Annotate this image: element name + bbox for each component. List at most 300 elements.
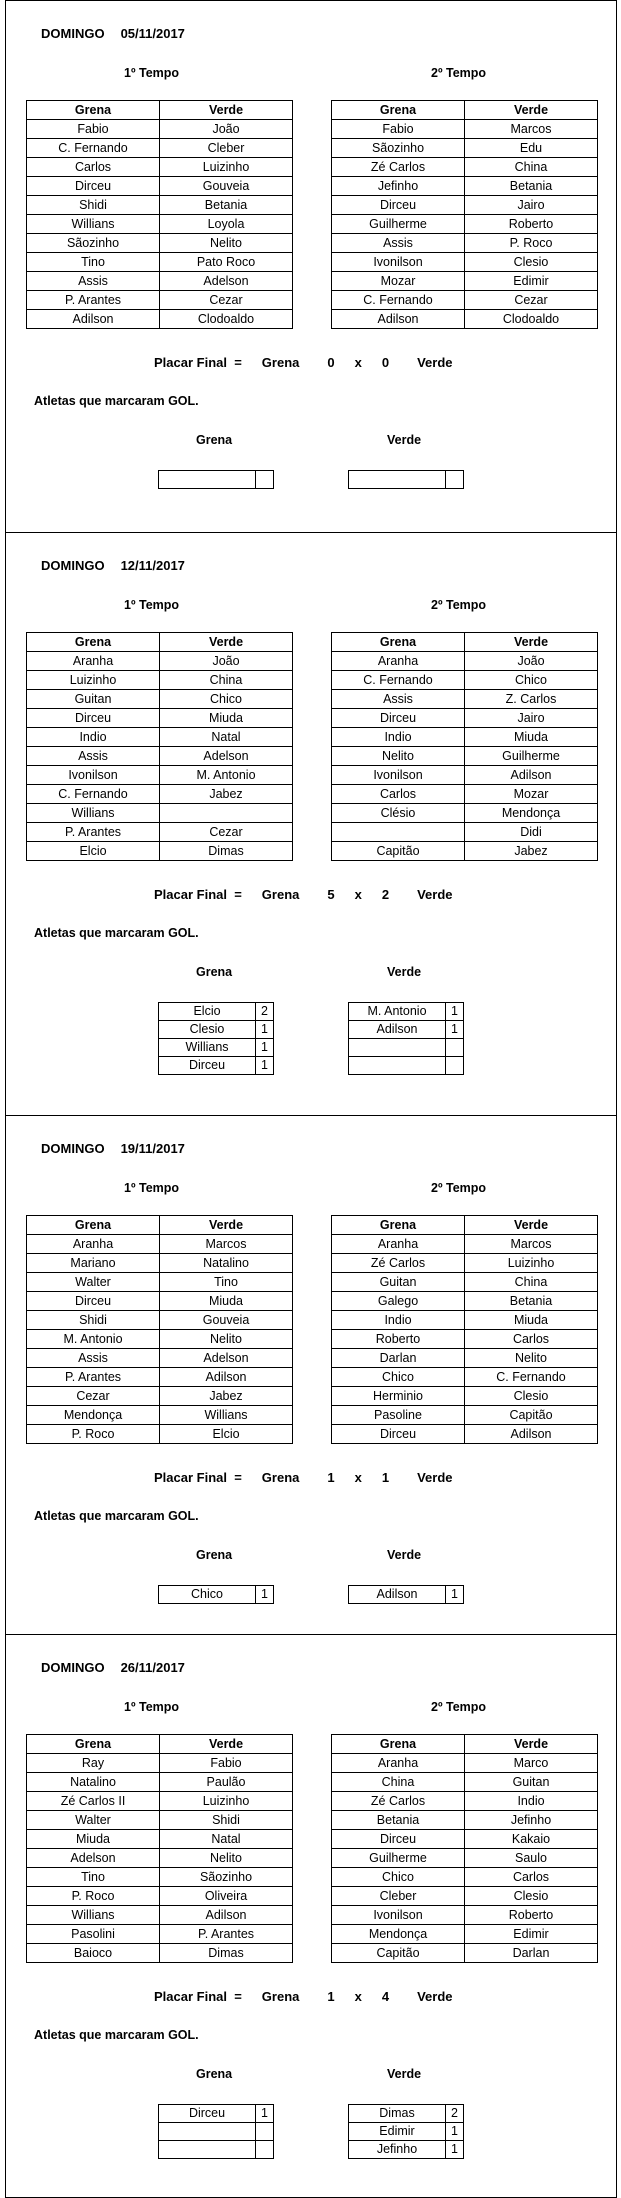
verde-player: P. Arantes xyxy=(160,1925,293,1944)
grena-player: M. Antonio xyxy=(27,1330,160,1349)
verde-player: Dimas xyxy=(160,1944,293,1963)
grena-player: P. Roco xyxy=(27,1425,160,1444)
lineup-row xyxy=(332,1387,598,1406)
verde-player: Jairo xyxy=(465,709,598,728)
lineup-row xyxy=(332,1773,598,1792)
lineup-row xyxy=(27,196,293,215)
scorer-goals: 1 xyxy=(256,1057,274,1075)
verde-player: Chico xyxy=(465,671,598,690)
verde-player: Nelito xyxy=(465,1349,598,1368)
lineup-row xyxy=(27,785,293,804)
verde-player: Miuda xyxy=(160,709,293,728)
lineup-row xyxy=(332,1368,598,1387)
final-score-team-a: Grena xyxy=(261,1989,300,2004)
grena-player: Aranha xyxy=(27,1235,160,1254)
grena-player: Fabio xyxy=(332,120,465,139)
lineup-row xyxy=(27,1368,293,1387)
lineup-header-row xyxy=(27,1735,293,1754)
scorer-row xyxy=(349,2141,464,2159)
scorer-row xyxy=(159,2105,274,2123)
lineup-row xyxy=(27,1387,293,1406)
grena-scorers-table xyxy=(158,470,274,489)
lineup-row xyxy=(27,1754,293,1773)
scorer-row xyxy=(159,1057,274,1075)
final-score-b: 4 xyxy=(381,1989,390,2004)
grena-player: Nelito xyxy=(332,747,465,766)
verde-player: Adilson xyxy=(160,1368,293,1387)
match-sheet xyxy=(5,0,617,2198)
grena-player: Carlos xyxy=(27,158,160,177)
scorer-row xyxy=(159,2141,274,2159)
verde-player: Marcos xyxy=(465,1235,598,1254)
grena-player: Willians xyxy=(27,1906,160,1925)
lineup-row xyxy=(27,1292,293,1311)
scorer-goals: 1 xyxy=(446,2123,464,2141)
verde-player: Cezar xyxy=(160,291,293,310)
match-date-value: 05/11/2017 xyxy=(120,26,185,41)
verde-player: Indio xyxy=(465,1792,598,1811)
second-half-lineup-table xyxy=(331,1734,598,1963)
grena-player: Luizinho xyxy=(27,671,160,690)
verde-player: Elcio xyxy=(160,1425,293,1444)
verde-player: Adilson xyxy=(465,1425,598,1444)
verde-player: João xyxy=(465,652,598,671)
verde-player: Adelson xyxy=(160,747,293,766)
grena-player: Dirceu xyxy=(27,709,160,728)
lineup-row xyxy=(27,1254,293,1273)
lineup-row xyxy=(27,804,293,823)
team-verde-header: Verde xyxy=(160,101,293,120)
verde-player: P. Roco xyxy=(465,234,598,253)
lineup-header-row xyxy=(332,101,598,120)
scorer-row xyxy=(349,1003,464,1021)
grena-player: Assis xyxy=(27,1349,160,1368)
grena-player: Willians xyxy=(27,215,160,234)
verde-player: Clesio xyxy=(465,1387,598,1406)
team-verde-header: Verde xyxy=(465,1216,598,1235)
team-verde-header: Verde xyxy=(160,1735,293,1754)
verde-player: Willians xyxy=(160,1406,293,1425)
lineup-row xyxy=(332,1906,598,1925)
grena-player: Guitan xyxy=(27,690,160,709)
verde-player: Adilson xyxy=(465,766,598,785)
grena-player: Mozar xyxy=(332,272,465,291)
grena-player xyxy=(332,823,465,842)
scorer-name: Adilson xyxy=(349,1586,446,1604)
verde-player: Miuda xyxy=(465,1311,598,1330)
verde-player: Tino xyxy=(160,1273,293,1292)
lineup-row xyxy=(27,1811,293,1830)
verde-player: Saulo xyxy=(465,1849,598,1868)
lineup-row xyxy=(332,1311,598,1330)
match-section xyxy=(5,532,617,1116)
scorer-goals xyxy=(446,471,464,489)
verde-player: Pato Roco xyxy=(160,253,293,272)
verde-player: Edimir xyxy=(465,272,598,291)
scorers-verde-heading: Verde xyxy=(387,433,422,447)
match-day: DOMINGO xyxy=(41,1660,105,1675)
team-verde-header: Verde xyxy=(160,633,293,652)
lineup-row xyxy=(27,1330,293,1349)
final-score-team-b: Verde xyxy=(417,1470,453,1485)
lineup-row xyxy=(27,1311,293,1330)
scorer-row xyxy=(159,2123,274,2141)
scorer-name: Edimir xyxy=(349,2123,446,2141)
verde-player: Roberto xyxy=(465,1906,598,1925)
lineup-row xyxy=(332,747,598,766)
grena-player: Ivonilson xyxy=(27,766,160,785)
team-grena-header: Grena xyxy=(27,101,160,120)
scorer-name: Dimas xyxy=(349,2105,446,2123)
lineup-row xyxy=(332,671,598,690)
grena-player: Ivonilson xyxy=(332,253,465,272)
goal-scorers-heading: Atletas que marcaram GOL. xyxy=(34,926,199,940)
verde-player: Carlos xyxy=(465,1330,598,1349)
lineup-row xyxy=(27,747,293,766)
first-half-lineup-table xyxy=(26,100,293,329)
verde-player xyxy=(160,804,293,823)
lineup-row xyxy=(332,1406,598,1425)
lineup-row xyxy=(332,785,598,804)
second-half-lineup-table xyxy=(331,632,598,861)
final-score-b: 1 xyxy=(381,1470,390,1485)
lineup-row xyxy=(332,1349,598,1368)
grena-player: Betania xyxy=(332,1811,465,1830)
lineup-row xyxy=(332,310,598,329)
lineup-row xyxy=(27,728,293,747)
verde-scorers-table xyxy=(348,470,464,489)
scorer-goals: 1 xyxy=(256,1586,274,1604)
grena-player: Guilherme xyxy=(332,215,465,234)
verde-player: Clodoaldo xyxy=(465,310,598,329)
final-score-x: x xyxy=(354,355,362,370)
grena-player: Aranha xyxy=(332,652,465,671)
grena-player: Dirceu xyxy=(332,196,465,215)
scorer-row xyxy=(159,1021,274,1039)
first-half-heading: 1º Tempo xyxy=(124,598,180,612)
scorer-name xyxy=(159,471,256,489)
final-score-label: Placar Final = xyxy=(154,1470,242,1485)
lineup-header-row xyxy=(27,1216,293,1235)
match-date xyxy=(41,26,185,41)
scorer-row xyxy=(349,1039,464,1057)
final-score-b: 0 xyxy=(381,355,390,370)
scorer-name: Willians xyxy=(159,1039,256,1057)
grena-player: C. Fernando xyxy=(332,291,465,310)
verde-player: Luizinho xyxy=(160,158,293,177)
team-grena-header: Grena xyxy=(27,633,160,652)
lineup-row xyxy=(27,1906,293,1925)
match-section xyxy=(5,0,617,533)
grena-player: China xyxy=(332,1773,465,1792)
lineup-row xyxy=(27,310,293,329)
verde-player: Marcos xyxy=(160,1235,293,1254)
verde-player: João xyxy=(160,120,293,139)
verde-player: Cleber xyxy=(160,139,293,158)
grena-player: Dirceu xyxy=(332,709,465,728)
verde-player: Nelito xyxy=(160,1849,293,1868)
grena-player: Fabio xyxy=(27,120,160,139)
scorer-name: Clesio xyxy=(159,1021,256,1039)
verde-player: Betania xyxy=(160,196,293,215)
verde-player: Oliveira xyxy=(160,1887,293,1906)
second-half-heading: 2º Tempo xyxy=(431,1700,487,1714)
scorer-name xyxy=(159,2123,256,2141)
scorer-row xyxy=(159,1586,274,1604)
scorer-name: Dirceu xyxy=(159,1057,256,1075)
verde-player: Dimas xyxy=(160,842,293,861)
scorers-grena-heading: Grena xyxy=(196,965,233,979)
team-verde-header: Verde xyxy=(160,1216,293,1235)
verde-player: Miuda xyxy=(465,728,598,747)
goal-scorers-heading: Atletas que marcaram GOL. xyxy=(34,2028,199,2042)
verde-player: Marco xyxy=(465,1754,598,1773)
grena-player: P. Arantes xyxy=(27,1368,160,1387)
scorer-row xyxy=(159,1039,274,1057)
scorer-goals: 1 xyxy=(256,1039,274,1057)
second-half-heading: 2º Tempo xyxy=(431,66,487,80)
grena-player: Aranha xyxy=(332,1754,465,1773)
verde-player: Adilson xyxy=(160,1906,293,1925)
grena-player: Assis xyxy=(27,272,160,291)
grena-scorers-table xyxy=(158,2104,274,2159)
grena-player: Jefinho xyxy=(332,177,465,196)
grena-player: C. Fernando xyxy=(27,139,160,158)
grena-player: Ray xyxy=(27,1754,160,1773)
grena-player: Sãozinho xyxy=(332,139,465,158)
verde-player: Guilherme xyxy=(465,747,598,766)
match-section xyxy=(5,1634,617,2198)
verde-player: Betania xyxy=(465,177,598,196)
verde-player: Z. Carlos xyxy=(465,690,598,709)
scorer-name: Jefinho xyxy=(349,2141,446,2159)
lineup-row xyxy=(332,823,598,842)
lineup-row xyxy=(332,690,598,709)
grena-player: Mendonça xyxy=(27,1406,160,1425)
lineup-row xyxy=(332,1330,598,1349)
goal-scorers-heading: Atletas que marcaram GOL. xyxy=(34,1509,199,1523)
grena-player: Assis xyxy=(27,747,160,766)
scorer-name xyxy=(349,1057,446,1075)
scorer-name: Adilson xyxy=(349,1021,446,1039)
verde-player: Edu xyxy=(465,139,598,158)
scorer-row xyxy=(349,2105,464,2123)
lineup-row xyxy=(27,1887,293,1906)
lineup-row xyxy=(332,1754,598,1773)
grena-player: Assis xyxy=(332,690,465,709)
first-half-lineup-table xyxy=(26,632,293,861)
match-date-value: 12/11/2017 xyxy=(120,558,185,573)
grena-player: Clésio xyxy=(332,804,465,823)
scorer-row xyxy=(349,2123,464,2141)
match-date-value: 26/11/2017 xyxy=(120,1660,185,1675)
lineup-row xyxy=(27,291,293,310)
lineup-header-row xyxy=(332,1735,598,1754)
final-score-line xyxy=(154,1989,453,2004)
final-score-b: 2 xyxy=(381,887,390,902)
lineup-row xyxy=(332,215,598,234)
grena-player: Galego xyxy=(332,1292,465,1311)
team-verde-header: Verde xyxy=(465,101,598,120)
verde-player: China xyxy=(465,158,598,177)
lineup-row xyxy=(27,1349,293,1368)
scorer-goals: 1 xyxy=(446,1003,464,1021)
final-score-x: x xyxy=(354,1470,362,1485)
final-score-line xyxy=(154,887,453,902)
lineup-row xyxy=(332,1425,598,1444)
scorers-grena-heading: Grena xyxy=(196,433,233,447)
verde-player: Jabez xyxy=(465,842,598,861)
scorer-goals xyxy=(256,2141,274,2159)
scorers-verde-heading: Verde xyxy=(387,965,422,979)
scorer-goals: 2 xyxy=(256,1003,274,1021)
verde-player: Jairo xyxy=(465,196,598,215)
grena-player: Capitão xyxy=(332,1944,465,1963)
grena-player: Cezar xyxy=(27,1387,160,1406)
scorer-goals: 1 xyxy=(446,2141,464,2159)
scorer-goals xyxy=(446,1057,464,1075)
team-grena-header: Grena xyxy=(332,633,465,652)
verde-player: Adelson xyxy=(160,272,293,291)
final-score-a: 1 xyxy=(327,1470,335,1485)
lineup-row xyxy=(332,158,598,177)
lineup-row xyxy=(332,196,598,215)
grena-player: Tino xyxy=(27,253,160,272)
lineup-row xyxy=(27,1944,293,1963)
grena-player: Miuda xyxy=(27,1830,160,1849)
scorer-goals: 1 xyxy=(256,2105,274,2123)
grena-scorers-table xyxy=(158,1002,274,1075)
grena-player: C. Fernando xyxy=(27,785,160,804)
verde-player: Shidi xyxy=(160,1811,293,1830)
match-date xyxy=(41,558,185,573)
lineup-row xyxy=(332,1792,598,1811)
grena-player: Zé Carlos xyxy=(332,1254,465,1273)
lineup-row xyxy=(27,690,293,709)
first-half-heading: 1º Tempo xyxy=(124,1700,180,1714)
second-half-heading: 2º Tempo xyxy=(431,1181,487,1195)
lineup-row xyxy=(27,1792,293,1811)
final-score-a: 5 xyxy=(327,887,335,902)
grena-player: Zé Carlos xyxy=(332,158,465,177)
grena-player: Chico xyxy=(332,1868,465,1887)
lineup-row xyxy=(27,1235,293,1254)
lineup-row xyxy=(332,652,598,671)
grena-player: Dirceu xyxy=(27,177,160,196)
verde-player: Carlos xyxy=(465,1868,598,1887)
grena-player: Ivonilson xyxy=(332,766,465,785)
lineup-row xyxy=(332,842,598,861)
grena-player: P. Roco xyxy=(27,1887,160,1906)
lineup-row xyxy=(27,158,293,177)
lineup-row xyxy=(332,291,598,310)
lineup-row xyxy=(332,1811,598,1830)
grena-player: Cleber xyxy=(332,1887,465,1906)
verde-player: Didi xyxy=(465,823,598,842)
grena-player: Darlan xyxy=(332,1349,465,1368)
lineup-row xyxy=(27,139,293,158)
grena-player: C. Fernando xyxy=(332,671,465,690)
grena-player: Adelson xyxy=(27,1849,160,1868)
team-grena-header: Grena xyxy=(332,1735,465,1754)
first-half-lineup-table xyxy=(26,1215,293,1444)
scorer-row xyxy=(349,1586,464,1604)
scorer-name xyxy=(159,2141,256,2159)
grena-player: Pasoline xyxy=(332,1406,465,1425)
second-half-lineup-table xyxy=(331,1215,598,1444)
lineup-row xyxy=(27,1830,293,1849)
grena-player: Walter xyxy=(27,1811,160,1830)
grena-player: Pasolini xyxy=(27,1925,160,1944)
team-verde-header: Verde xyxy=(465,1735,598,1754)
match-section xyxy=(5,1115,617,1635)
verde-player: Luizinho xyxy=(465,1254,598,1273)
verde-player: China xyxy=(465,1273,598,1292)
match-date xyxy=(41,1660,185,1675)
lineup-header-row xyxy=(332,1216,598,1235)
team-grena-header: Grena xyxy=(27,1216,160,1235)
lineup-row xyxy=(27,709,293,728)
verde-player: Gouveia xyxy=(160,1311,293,1330)
verde-player: Nelito xyxy=(160,234,293,253)
team-grena-header: Grena xyxy=(27,1735,160,1754)
grena-player: Tino xyxy=(27,1868,160,1887)
grena-player: Ivonilson xyxy=(332,1906,465,1925)
verde-player: M. Antonio xyxy=(160,766,293,785)
scorer-row xyxy=(349,1057,464,1075)
final-score-team-a: Grena xyxy=(261,355,300,370)
lineup-row xyxy=(332,177,598,196)
final-score-x: x xyxy=(354,887,362,902)
verde-player: Cezar xyxy=(465,291,598,310)
scorer-name: Dirceu xyxy=(159,2105,256,2123)
verde-player: Natal xyxy=(160,1830,293,1849)
verde-player: Adelson xyxy=(160,1349,293,1368)
lineup-row xyxy=(27,1773,293,1792)
verde-scorers-table xyxy=(348,1002,464,1075)
first-half-heading: 1º Tempo xyxy=(124,66,180,80)
verde-player: Mendonça xyxy=(465,804,598,823)
scorer-row xyxy=(349,1021,464,1039)
verde-player: Clesio xyxy=(465,253,598,272)
grena-player: Indio xyxy=(332,728,465,747)
lineup-row xyxy=(332,1849,598,1868)
scorer-row xyxy=(159,1003,274,1021)
final-score-line xyxy=(154,1470,453,1485)
scorer-goals: 2 xyxy=(446,2105,464,2123)
lineup-row xyxy=(27,177,293,196)
scorer-goals: 1 xyxy=(446,1586,464,1604)
verde-player: Mozar xyxy=(465,785,598,804)
lineup-row xyxy=(332,234,598,253)
lineup-row xyxy=(332,120,598,139)
final-score-team-b: Verde xyxy=(417,355,453,370)
scorer-name: Elcio xyxy=(159,1003,256,1021)
verde-scorers-table xyxy=(348,1585,464,1604)
grena-player: Assis xyxy=(332,234,465,253)
grena-player: Elcio xyxy=(27,842,160,861)
verde-player: Gouveia xyxy=(160,177,293,196)
lineup-row xyxy=(27,1925,293,1944)
match-day: DOMINGO xyxy=(41,26,105,41)
grena-player: Capitão xyxy=(332,842,465,861)
grena-player: Indio xyxy=(27,728,160,747)
grena-player: Guitan xyxy=(332,1273,465,1292)
lineup-row xyxy=(27,234,293,253)
lineup-row xyxy=(27,272,293,291)
lineup-row xyxy=(27,671,293,690)
grena-player: Carlos xyxy=(332,785,465,804)
